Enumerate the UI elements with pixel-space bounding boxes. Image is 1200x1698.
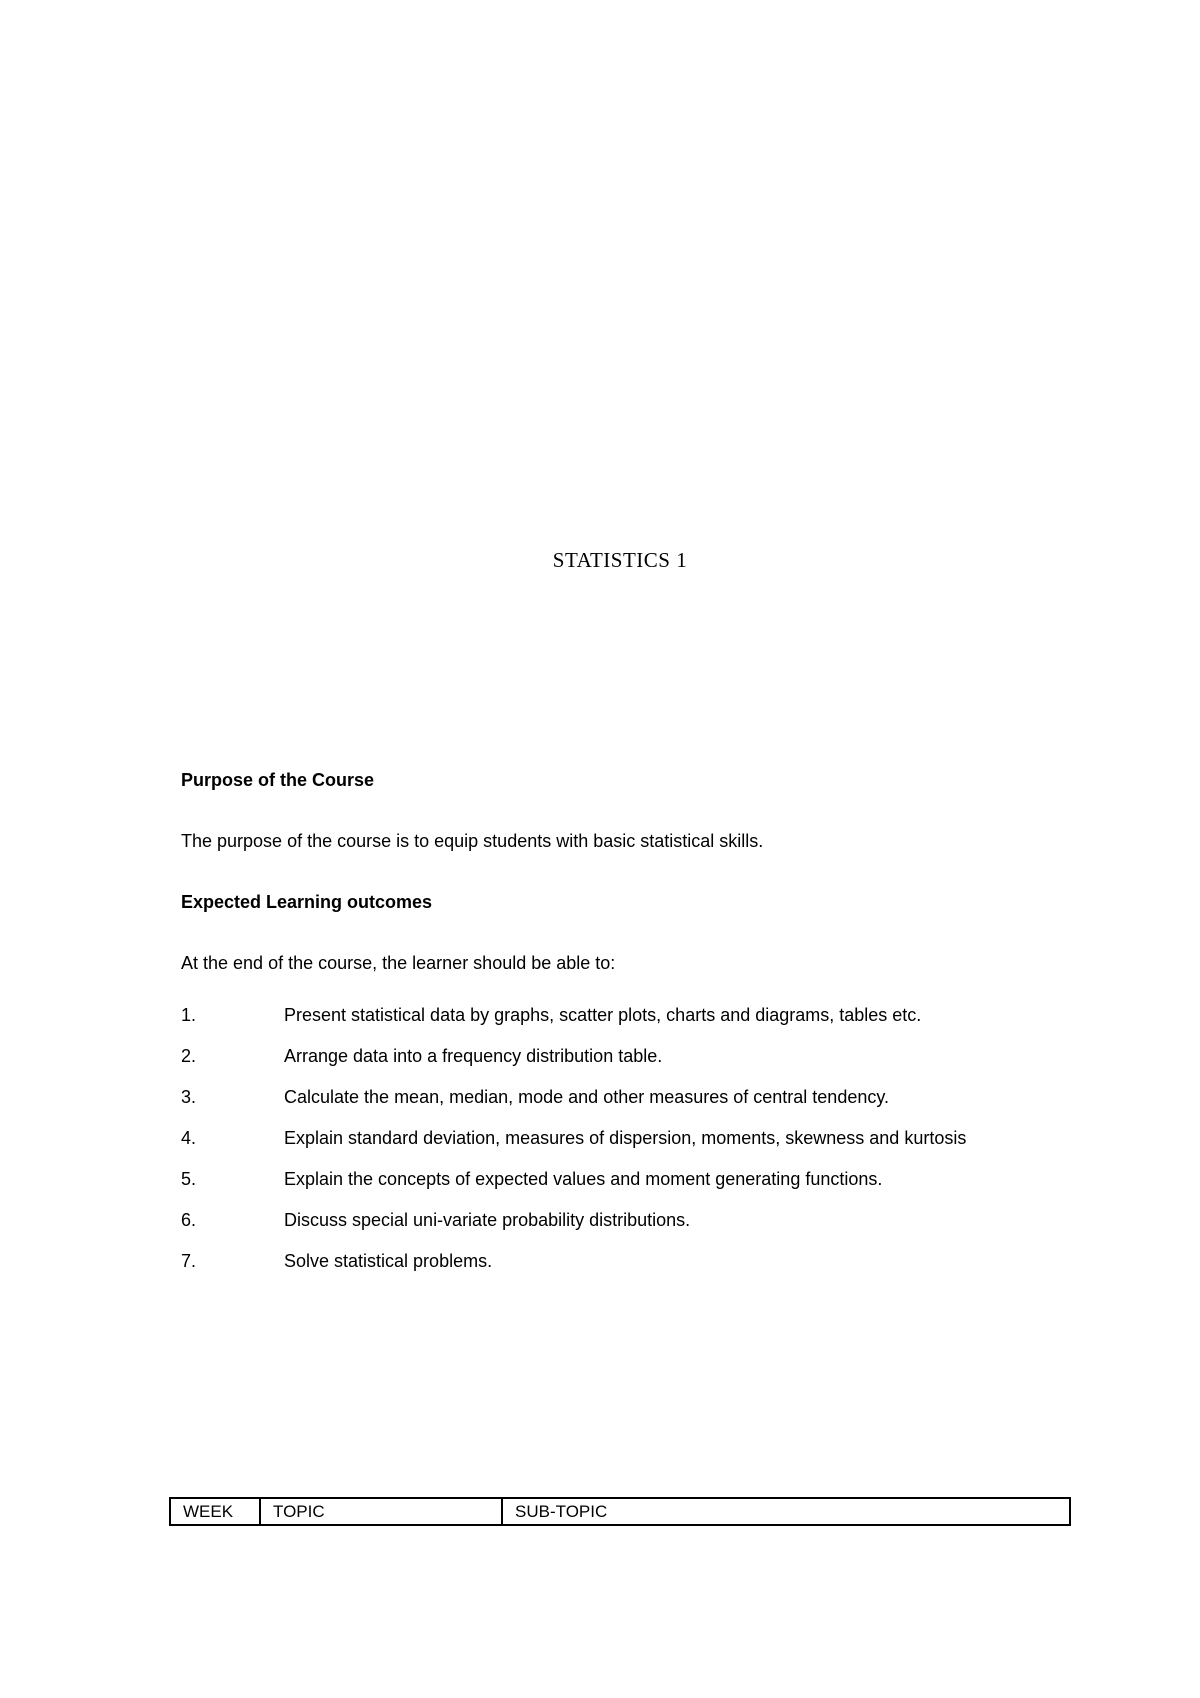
column-header-sub-topic: SUB-TOPIC (502, 1498, 1070, 1525)
table-header-row (170, 1498, 1070, 1525)
outcome-number: 1. (181, 1005, 197, 1025)
outcome-item (181, 1169, 966, 1210)
outcome-text: Arrange data into a frequency distribution table. (284, 1046, 663, 1066)
outcome-text: Solve statistical problems. (284, 1251, 493, 1271)
outcome-text: Present statistical data by graphs, scatter plots, charts and diagrams, tables etc. (284, 1005, 922, 1025)
purpose-text: The purpose of the course is to equip students with basic statistical skills. (181, 831, 764, 851)
outcome-item (181, 1005, 966, 1046)
outcome-number: 7. (181, 1251, 197, 1271)
outcome-item (181, 1128, 966, 1169)
outcomes-intro: At the end of the course, the learner should be able to: (181, 953, 616, 973)
purpose-heading: Purpose of the Course (181, 770, 375, 790)
column-header-topic: TOPIC (260, 1498, 502, 1525)
outcomes-list (181, 1005, 966, 1292)
outcome-item (181, 1046, 966, 1087)
outcome-number: 3. (181, 1087, 197, 1107)
outcome-number: 6. (181, 1210, 197, 1230)
outcome-number: 5. (181, 1169, 197, 1189)
outcome-number: 2. (181, 1046, 197, 1066)
outcomes-heading: Expected Learning outcomes (181, 892, 433, 912)
document-title: STATISTICS 1 (552, 548, 688, 572)
outcome-number: 4. (181, 1128, 197, 1148)
outcome-item (181, 1210, 966, 1251)
outcome-text: Explain standard deviation, measures of dispersion, moments, skewness and kurtosis (284, 1128, 967, 1148)
outcome-text: Explain the concepts of expected values and moment generating functions. (284, 1169, 883, 1189)
outcome-text: Discuss special uni-variate probability distributions. (284, 1210, 691, 1230)
syllabus-table (169, 1497, 1071, 1526)
column-header-week: WEEK (170, 1498, 260, 1525)
outcome-text: Calculate the mean, median, mode and other measures of central tendency. (284, 1087, 890, 1107)
outcome-item (181, 1087, 966, 1128)
outcome-item (181, 1251, 966, 1292)
